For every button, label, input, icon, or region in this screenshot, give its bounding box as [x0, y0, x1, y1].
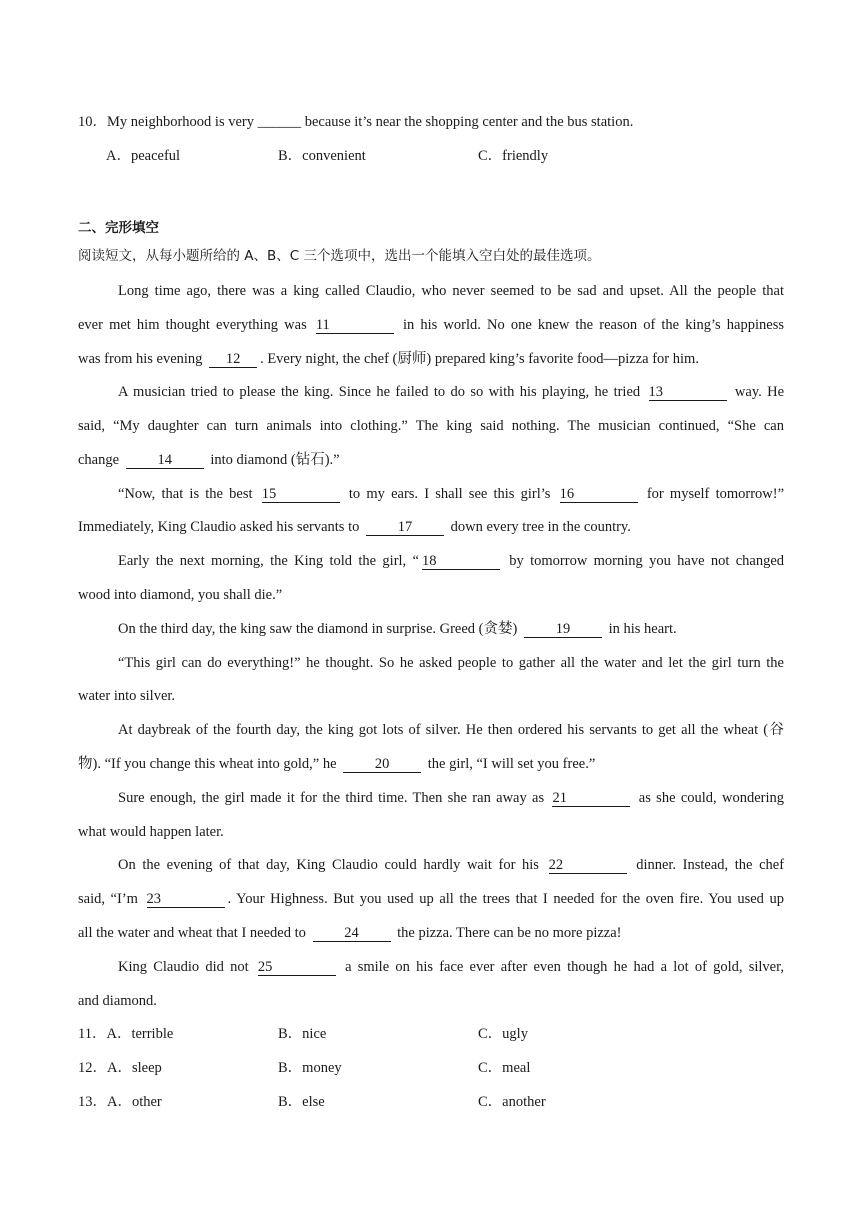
blank-24: 24 [313, 926, 391, 942]
passage-line [118, 484, 784, 504]
question-12-options [78, 1058, 162, 1078]
passage-text: . Your Highness. But you used up all the trees that I needed for the oven fire. You used up [227, 891, 785, 907]
blank-25: 25 [258, 960, 336, 976]
q10-stem-before: 10．My neighborhood is very [78, 114, 258, 130]
q10-blank: ______ [257, 114, 302, 130]
passage-line [118, 855, 784, 875]
q13-option-a: A．other [107, 1094, 162, 1110]
passage-text: the pizza. There can be no more pizza! [397, 925, 622, 941]
q12-number: 12． [78, 1060, 107, 1076]
blank-20: 20 [343, 757, 421, 773]
blank-18: 18 [422, 554, 500, 570]
passage-text: by tomorrow morning you have not changed [509, 553, 785, 569]
passage-line: and diamond. [78, 993, 157, 1009]
passage-text: On the third day, the king saw the diamond in surprise. Greed (贪婪) [118, 621, 518, 637]
passage-line [78, 517, 784, 537]
passage-text: in his heart. [608, 621, 677, 637]
passage-text: King Claudio did not [118, 959, 249, 975]
blank-17: 17 [366, 520, 444, 536]
passage-line [78, 315, 784, 335]
passage-text: said, “I’m [78, 891, 138, 907]
passage-line: what would happen later. [78, 824, 224, 840]
blank-22: 22 [549, 858, 627, 874]
passage-text: change [78, 452, 120, 468]
passage-text: in his world. No one knew the reason of the king’s happiness [402, 317, 784, 333]
passage-line [78, 923, 784, 943]
passage-line [118, 551, 784, 571]
q13-number: 13． [78, 1094, 107, 1110]
passage-line [118, 957, 784, 977]
passage-text: A musician tried to please the king. Since he failed to do so with his playing, he tried [118, 384, 641, 400]
passage-text: ever met him thought everything was [78, 317, 307, 333]
passage-line [78, 889, 784, 909]
section-instruction: 阅读短文，从每小题所给的 A、B、C 三个选项中，选出一个能填入空白处的最佳选项。 [78, 248, 601, 264]
q12-option-c: C．meal [478, 1060, 531, 1076]
blank-11: 11 [316, 318, 394, 334]
passage-text: a smile on his face ever after even though he had a lot of gold, silver, [345, 959, 784, 975]
passage-text: Early the next morning, the King told the girl, “ [118, 553, 419, 569]
passage-text: Immediately, King Claudio asked his servants to [78, 519, 360, 535]
passage-text: dinner. Instead, the chef [636, 857, 785, 873]
passage-text: was from his evening [78, 351, 203, 367]
passage-text: Sure enough, the girl made it for the third time. Then she ran away as [118, 790, 545, 806]
section-heading: 二、完形填空 [78, 220, 159, 236]
q10-option-a: A．peaceful [106, 148, 181, 164]
passage-text: for myself tomorrow!” [646, 486, 785, 502]
passage-text: the girl, “I will set you free.” [427, 756, 596, 772]
passage-text: 物). “If you change this wheat into gold,” he [78, 756, 337, 772]
q11-option-b: B．nice [278, 1026, 327, 1042]
blank-21: 21 [552, 791, 630, 807]
passage-line [78, 754, 784, 774]
passage-line [118, 788, 784, 808]
passage-line: wood into diamond, you shall die.” [78, 587, 283, 603]
q13-option-b: B．else [278, 1094, 325, 1110]
q11-option-a: A．terrible [106, 1026, 174, 1042]
passage-text: as she could, wondering [638, 790, 785, 806]
blank-19: 19 [524, 622, 602, 638]
passage-line: Long time ago, there was a king called Claudio, who never seemed to be sad and upset. All the people that [118, 283, 784, 299]
passage-text: “Now, that is the best [118, 486, 253, 502]
passage-line: At daybreak of the fourth day, the king got lots of silver. He then ordered his servants to get all the wheat (谷 [118, 722, 784, 738]
passage-text: . Every night, the chef (厨师) prepared king’s favorite food—pizza for him. [260, 351, 699, 367]
passage-line [118, 619, 784, 639]
blank-15: 15 [262, 487, 340, 503]
passage-line: water into silver. [78, 688, 176, 704]
passage-line [118, 382, 784, 402]
blank-12: 12 [209, 352, 257, 368]
passage-line [78, 450, 784, 470]
passage-line: said, “My daughter can turn animals into clothing.” The king said nothing. The musician continued, “She can [78, 418, 784, 434]
passage-text: down every tree in the country. [450, 519, 631, 535]
passage-text: way. He [734, 384, 785, 400]
q13-option-c: C．another [478, 1094, 546, 1110]
q11-option-c: C．ugly [478, 1026, 528, 1042]
question-10-stem [78, 112, 784, 132]
passage-text: into diamond (钻石).” [210, 452, 340, 468]
question-13-options [78, 1092, 162, 1112]
q10-option-b: B．convenient [278, 148, 366, 164]
question-11-options [78, 1024, 173, 1044]
blank-16: 16 [560, 487, 638, 503]
passage-text: all the water and wheat that I needed to [78, 925, 306, 941]
passage-text: On the evening of that day, King Claudio could hardly wait for his [118, 857, 539, 873]
passage-line: “This girl can do everything!” he thought. So he asked people to gather all the water and let the girl turn the [118, 655, 784, 671]
passage-text: to my ears. I shall see this girl’s [348, 486, 551, 502]
q12-option-a: A．sleep [107, 1060, 162, 1076]
blank-13: 13 [649, 385, 727, 401]
q12-option-b: B．money [278, 1060, 342, 1076]
q10-stem-after: because it’s near the shopping center and the bus station. [301, 114, 634, 130]
blank-14: 14 [126, 453, 204, 469]
passage-line [78, 349, 784, 369]
blank-23: 23 [147, 892, 225, 908]
q10-option-c: C．friendly [478, 148, 549, 164]
q11-number: 11． [78, 1026, 107, 1042]
